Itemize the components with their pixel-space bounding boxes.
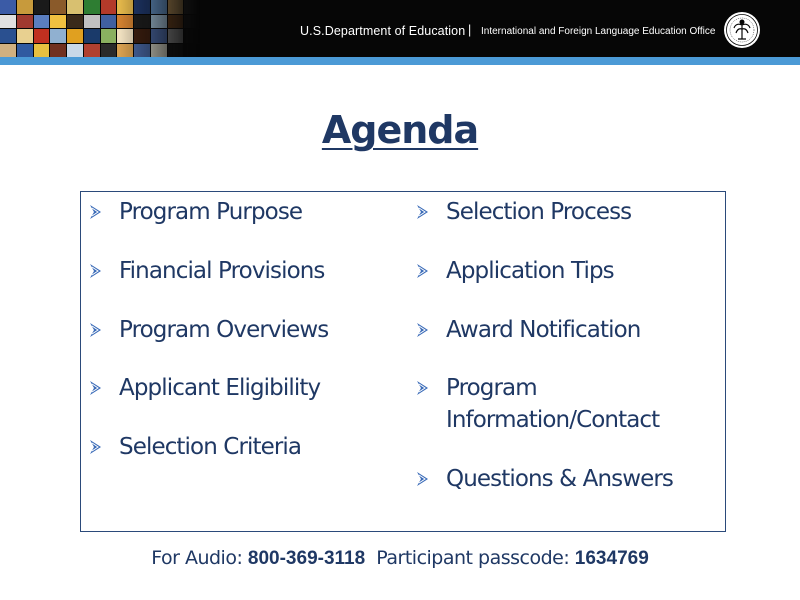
list-item xyxy=(89,255,325,287)
list-item xyxy=(416,372,660,436)
agenda-item-label: Applicant Eligibility xyxy=(119,375,321,401)
agenda-item-label: Questions & Answers xyxy=(446,466,674,492)
participant-passcode: 1634769 xyxy=(574,548,649,569)
agenda-item-label: Program Purpose xyxy=(119,199,303,225)
office-name: International and Foreign Language Education Office xyxy=(481,26,716,37)
audio-info xyxy=(0,547,800,570)
chevron-arrow-bullet-icon xyxy=(89,372,119,404)
chevron-arrow-bullet-icon xyxy=(89,314,119,346)
department-name: U.S.Department of Education xyxy=(300,24,466,38)
list-item xyxy=(416,196,631,228)
list-item xyxy=(416,463,673,495)
chevron-arrow-bullet-icon xyxy=(416,196,446,228)
list-item xyxy=(89,196,302,228)
list-item xyxy=(89,314,328,346)
agenda-item-label: Program Information/Contact xyxy=(446,375,660,433)
chevron-arrow-bullet-icon xyxy=(416,255,446,287)
chevron-arrow-bullet-icon xyxy=(416,463,446,495)
header-accent-stripe xyxy=(0,57,800,65)
header-separator: | xyxy=(468,23,472,37)
agenda-item-label: Financial Provisions xyxy=(119,258,325,284)
page-title: Agenda xyxy=(321,108,479,152)
chevron-arrow-bullet-icon xyxy=(416,372,446,404)
list-item xyxy=(416,314,640,346)
agenda-item-label: Application Tips xyxy=(446,258,614,284)
chevron-arrow-bullet-icon xyxy=(416,314,446,346)
list-item xyxy=(89,372,320,404)
agenda-item-label: Selection Process xyxy=(446,199,632,225)
chevron-arrow-bullet-icon xyxy=(89,431,119,463)
audio-label: For Audio: xyxy=(151,547,248,569)
passcode-label: Participant passcode: xyxy=(376,547,575,569)
list-item xyxy=(89,431,301,463)
audio-phone-number: 800-369-3118 xyxy=(247,548,366,569)
department-seal-icon xyxy=(723,11,761,49)
agenda-item-label: Award Notification xyxy=(446,317,641,343)
list-item xyxy=(416,255,614,287)
agenda-box xyxy=(80,191,726,532)
agenda-item-label: Program Overviews xyxy=(119,317,329,343)
header-bar xyxy=(0,0,800,57)
chevron-arrow-bullet-icon xyxy=(89,255,119,287)
photo-collage xyxy=(0,0,200,57)
chevron-arrow-bullet-icon xyxy=(89,196,119,228)
agenda-item-label: Selection Criteria xyxy=(119,434,302,460)
